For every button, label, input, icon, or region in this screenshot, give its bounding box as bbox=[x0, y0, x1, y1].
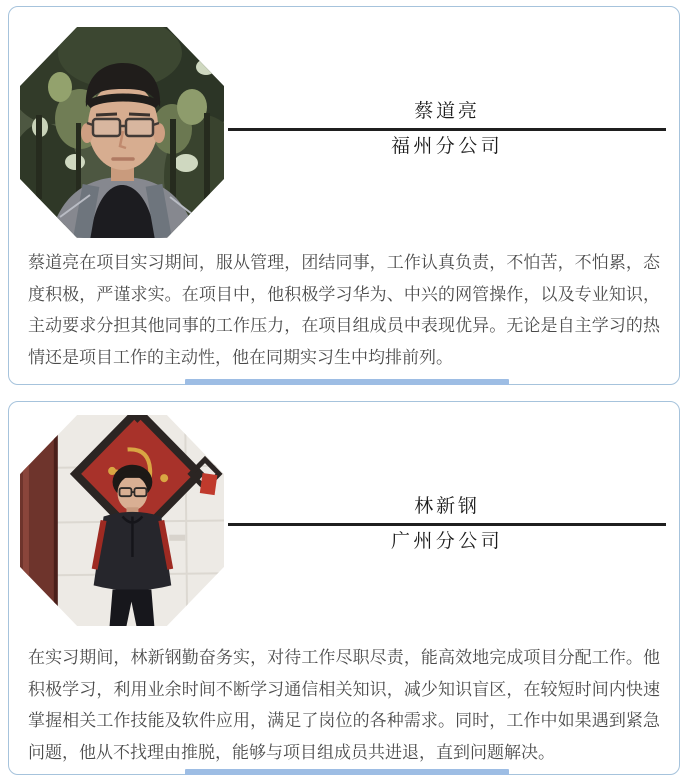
profile-description: 在实习期间，林新钢勤奋务实，对待工作尽职尽责，能高效地完成项目分配工作。他积极学习，利用业余时间不断学习通信相关知识，减少知识盲区，在较短时间内快速掌握相关工作技能及软件应用，满足了岗位的各种需求。同时，工作中如果遇到紧急问题，他从不找理由推脱，能够与项目组成员共进退，直到问题解决。 bbox=[28, 648, 660, 762]
portrait-illustration-2 bbox=[20, 415, 224, 626]
profile-photo-indoor bbox=[20, 415, 224, 626]
card-header bbox=[9, 402, 679, 634]
profile-card-linxingang bbox=[8, 401, 680, 775]
title-block bbox=[228, 496, 666, 554]
bottom-accent-bar bbox=[185, 769, 509, 775]
branch-name: 广州分公司 bbox=[390, 531, 504, 552]
person-name: 蔡道亮 bbox=[414, 101, 480, 122]
profile-description: 蔡道亮在项目实习期间，服从管理，团结同事，工作认真负责，不怕苦，不怕累，态度积极，严谨求实。在项目中，他积极学习华为、中兴的网管操作，以及专业知识，主动要求分担其他同事的工作压力，在项目组成员中表现优异。无论是自主学习的热情还是项目工作的主动性，他在同期实习生中均排前列。 bbox=[28, 253, 660, 367]
bottom-accent-bar bbox=[185, 379, 509, 385]
title-block bbox=[228, 101, 666, 159]
branch-name: 福州分公司 bbox=[390, 136, 504, 157]
name-divider-line bbox=[228, 128, 666, 131]
person-name: 林新钢 bbox=[414, 496, 480, 517]
profile-card-caidaoliang bbox=[8, 6, 680, 385]
portrait-illustration-1 bbox=[20, 27, 224, 238]
card-header bbox=[9, 7, 679, 239]
name-divider-line bbox=[228, 523, 666, 526]
profile-photo-outdoor bbox=[20, 27, 224, 238]
